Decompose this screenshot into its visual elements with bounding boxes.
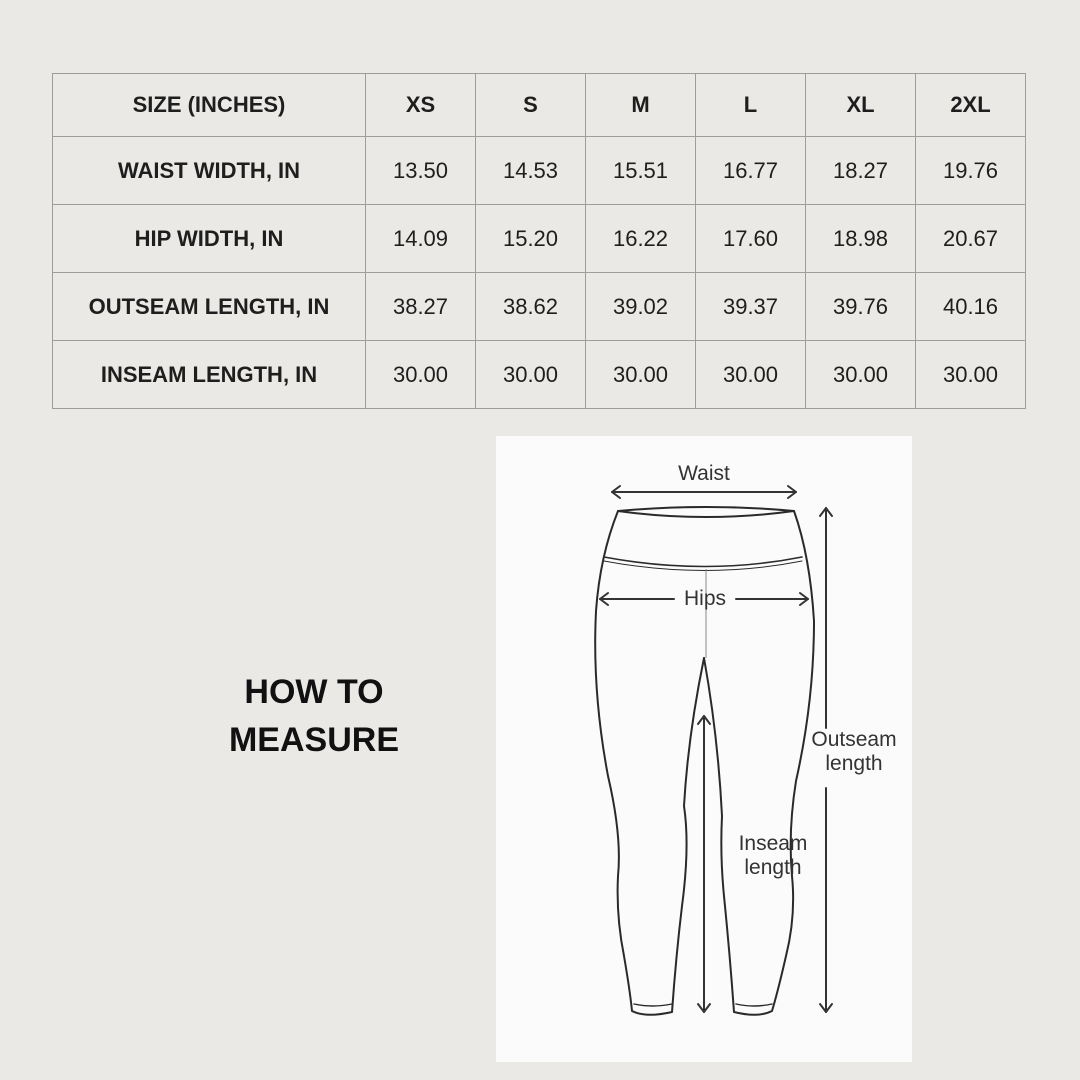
waist-label: Waist [678,462,730,485]
table-cell: 30.00 [366,341,476,409]
row-label-hip: HIP WIDTH, IN [53,205,366,273]
table-cell: 18.98 [806,205,916,273]
table-cell: 16.77 [696,137,806,205]
row-label-outseam: OUTSEAM LENGTH, IN [53,273,366,341]
table-cell: 13.50 [366,137,476,205]
table-cell: 38.27 [366,273,476,341]
leggings-measurement-diagram [496,436,912,1062]
table-cell: 39.76 [806,273,916,341]
waistband-bottom-edge [604,557,802,567]
table-cell: 19.76 [916,137,1026,205]
inseam-label-line-1: Inseam [738,832,808,855]
outseam-label-line-1: Outseam [811,728,897,751]
how-to-measure-heading [200,668,428,764]
how-to-measure-line-2: MEASURE [228,721,400,759]
header-l: L [696,74,806,137]
table-row [53,205,1026,273]
table-cell: 30.00 [696,341,806,409]
inseam-length-label [730,832,816,880]
header-xs: XS [366,74,476,137]
table-cell: 14.53 [476,137,586,205]
header-xl: XL [806,74,916,137]
table-cell: 15.51 [586,137,696,205]
table-cell: 18.27 [806,137,916,205]
table-cell: 20.67 [916,205,1026,273]
table-cell: 39.02 [586,273,696,341]
outseam-length-label [804,728,904,776]
table-row [53,341,1026,409]
header-2xl: 2XL [916,74,1026,137]
hips-label: Hips [683,587,726,610]
table-cell: 16.22 [586,205,696,273]
table-cell: 30.00 [916,341,1026,409]
table-cell: 38.62 [476,273,586,341]
table-header-row [53,74,1026,137]
table-cell: 30.00 [806,341,916,409]
row-label-inseam: INSEAM LENGTH, IN [53,341,366,409]
table-row [53,273,1026,341]
header-size-inches: SIZE (INCHES) [53,74,366,137]
outseam-label-line-2: length [825,752,883,775]
table-cell: 17.60 [696,205,806,273]
table-cell: 39.37 [696,273,806,341]
header-m: M [586,74,696,137]
waistband-top-edge [618,507,794,517]
header-s: S [476,74,586,137]
size-chart-table [52,73,1026,409]
inseam-label-line-2: length [744,856,802,879]
table-row [53,137,1026,205]
table-cell: 15.20 [476,205,586,273]
table-cell: 14.09 [366,205,476,273]
how-to-measure-line-1: HOW TO [244,673,384,711]
table-cell: 40.16 [916,273,1026,341]
table-cell: 30.00 [476,341,586,409]
row-label-waist: WAIST WIDTH, IN [53,137,366,205]
table-cell: 30.00 [586,341,696,409]
